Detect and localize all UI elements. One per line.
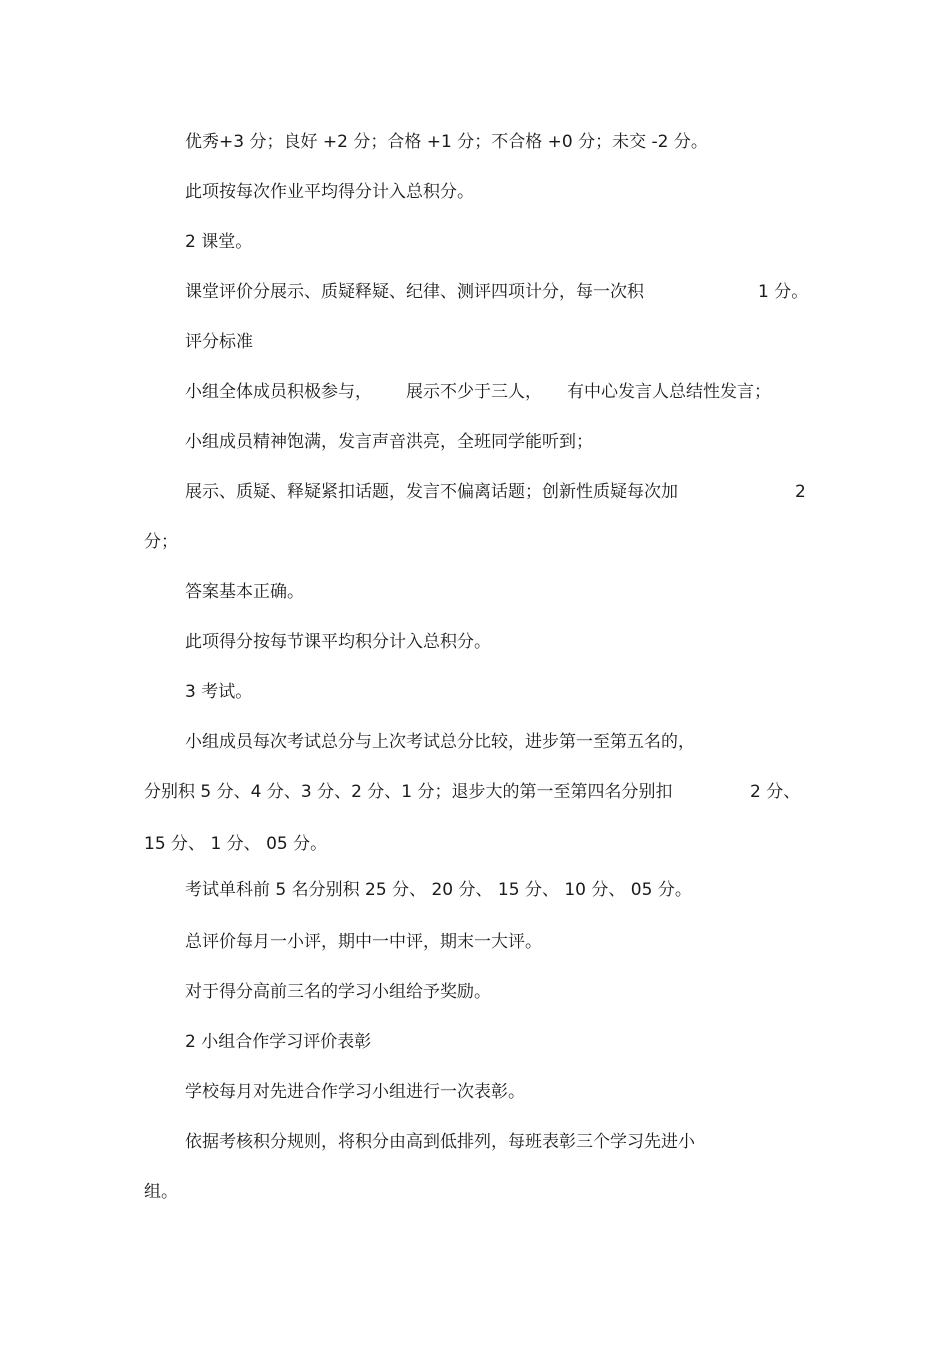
text-line-ranking-end: 组。 (144, 1182, 178, 1202)
text-line-reward: 对于得分高前三名的学习小组给予奖励。 (185, 982, 491, 1002)
text-line-homework-scores: 优秀+3 分；良好 +2 分；合格 +1 分；不合格 +0 分；未交 -2 分。 (185, 132, 708, 152)
text-criterion-display: 展示不少于三人， (406, 382, 542, 402)
text-line-classroom-total: 此项得分按每节课平均积分计入总积分。 (185, 632, 491, 652)
text-line-exam-points: 分别积 5 分、4 分、3 分、2 分、1 分；退步大的第一至第四名分别扣 (144, 782, 673, 802)
text-line-ranking: 依据考核积分规则，将积分由高到低排列，每班表彰三个学习先进小 (185, 1132, 695, 1152)
text-line-homework-total: 此项按每次作业平均得分计入总积分。 (185, 182, 474, 202)
text-criterion-topic: 展示、质疑、释疑紧扣话题，发言不偏离话题；创新性质疑每次加 (185, 482, 678, 502)
text-line-exam-compare: 小组成员每次考试总分与上次考试总分比较，进步第一至第五名的， (185, 732, 695, 752)
text-criterion-answer: 答案基本正确。 (185, 582, 304, 602)
section-heading-criteria: 评分标准 (185, 332, 253, 352)
text-line-classroom-evaluation: 课堂评价分展示、质疑释疑、纪律、测评四项计分，每一次积 (185, 282, 644, 302)
section-heading-classroom: 2 课堂。 (185, 232, 253, 252)
text-criterion-speaker: 有中心发言人总结性发言； (567, 382, 771, 402)
text-line-exam-single-subject: 考试单科前 5 名分别积 25 分、 20 分、 15 分、 10 分、 05 分。 (185, 880, 692, 900)
text-line-monthly-commendation: 学校每月对先进合作学习小组进行一次表彰。 (185, 1082, 525, 1102)
text-criterion-participation: 小组全体成员积极参与， (185, 382, 372, 402)
text-line-exam-points-end: 2 分、 (750, 782, 801, 802)
text-line-classroom-evaluation-end: 1 分。 (758, 282, 809, 302)
text-criterion-topic-unit: 分； (144, 532, 178, 552)
text-criterion-spirit: 小组成员精神饱满，发言声音洪亮，全班同学能听到； (185, 432, 593, 452)
section-heading-commendation: 2 小组合作学习评价表彰 (185, 1032, 372, 1052)
text-criterion-topic-points: 2 (795, 482, 806, 502)
section-heading-exam: 3 考试。 (185, 682, 253, 702)
text-line-exam-deduct: 15 分、 1 分、 05 分。 (144, 834, 328, 854)
text-line-overall-evaluation: 总评价每月一小评，期中一中评，期末一大评。 (185, 932, 542, 952)
